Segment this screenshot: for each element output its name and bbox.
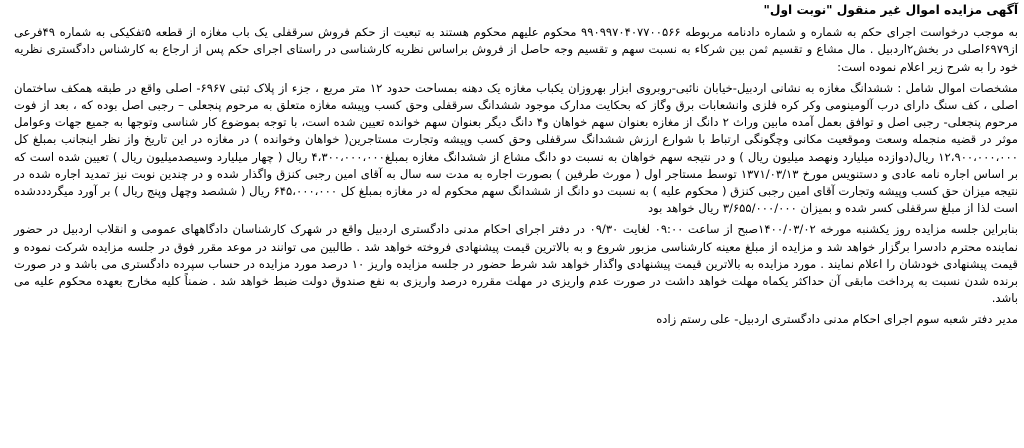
property-description: مشخصات اموال شامل : ششدانگ مغازه به نشانی اردبیل-خیابان نائبی-روبروی ابزار بهروزان یکباب مغازه یک دهنه بمساحت حدود ۱۲ متر مربع ، جزء از پلاک ثبتی ۶۹۶۷- اصلی واقع در طبقه همکف ساختمان اصلی ، کف سنگ دارای درب آلومینومی وکر کره فلزی وانشعابات برق وگاز که بحکایت مدارک موجود ششدانگ سرقفلی وحق کسب وپیشه مغازه متعلق به مرحوم پنجعلی – رجبی اصل بوده که ، بعد از فوت مرحوم پنجعلی- رجبی اصل و توافق بعمل آمده مابین وراث ۲ دانگ از مغازه بعنوان سهم خواهان و۴ دانگ دیگر بعنوان سهم خوانده تعیین شده است، با توجه بموضوع کار شناسی وتوجها به جمیع جهات وعوامل موثر در قضیه منجمله وسعت وموقعیت مکانی وچگونگی ارتباط با شوارع ارزش ششدانگ سرقفلی وحق کسب وپیشه وتجارت مستاجرین( خواهان وخوانده ) در مغازه در این تاریخ واز نظر اینجانب بمبلغ کل ۱۲،۹۰۰،۰۰۰،۰۰۰ ریال(دوازده میلیارد ونهصد میلیون ریال ) و در نتیجه سهم خواهان به نسبت دو دانگ مشاع از ششدانگ مغازه بمبلغ۴،۳۰۰،۰۰۰،۰۰۰ ریال ( چهار میلیارد وسیصدمیلیون ریال ) تعیین شده است که بر اساس اجاره نامه عادی و دستنویس مورخ ۱۳۷۱/۰۳/۱۳ توسط مستاجر اول ( مورث طرفین ) بصورت اجاره به مدت سه سال به آقای امین رجبی کنزق واگذار شده و در چندین نوبت نیز تمدید اجاره شده در نتیجه میزان حق کسب وپیشه وتجارت آقای امین رجبی کنزق ( محکوم علیه ) به نسبت دو دانگ از ششدانگ سهم محکوم له در مغازه بمبلغ کل ۶۴۵،۰۰۰،۰۰۰ ریال ( ششصد وچهل وپنج ریال ) بر آورد میگردددشده است لذا از مبلغ سرقفلی کسر شده و بمیزان ۳/۶۵۵/۰۰۰/۰۰۰ ریال خواهد بود [14,80,1019,216]
notice-intro: به موجب درخواست اجرای حکم به شماره و شماره دادنامه مربوطه ۹۹۰۹۹۷۰۴۰۷۷۰۰۵۶۶ محکوم علیهم محکوم هستند به تبعیت از حکم فروش سرقفلی یک باب مغازه از قطعه ۵تفکیکی به شماره ۴۹فرعی از۶۹۷۹اصلی در بخش۲اردبیل . مال مشاع و تقسیم ثمن بین شرکاء به نسبت سهم و تقسیم وجه حاصل از فروش براساس نظریه کارشناسی در راستای اجرای حکم پس از ارجاع به کارشناس دادگستری نظریه خود را به شرح زیر اعلام نموده است: [14,25,1019,74]
auction-notice [14,2,1018,329]
auction-details: بنابراین جلسه مزایده روز یکشنبه مورخه ۱۴۰۰/۰۳/۰۲صبح از ساعت ۰۹:۰۰ لغایت ۰۹/۳۰ در دفتر اجرای احکام مدنی دادگستری اردبیل واقع در شهرک کارشناسان دادگاههای عمومی و انقلاب اردبیل در حضور نماینده محترم دادسرا برگزار خواهد شد و مزایده از مبلغ معینه کارشناسی مزبور شروع و به بالاترین قیمت پیشنهادی فروخته خواهد شد . طالبین می توانند در موعد مقرر فوق در جلسه مزایده شرکت نموده و قیمت پیشنهادی خودشان را اعلام نمایند . مورد مزایده به بالاترین قیمت پیشنهادی واگذار خواهد شد شرط حضور در جلسه مزایده واریز ۱۰ درصد مورد مزایده در حساب سپرده دادگستری می باشد و در صورت برنده شدن نسبت به پرداخت مابقی آن حداکثر یکماه مهلت خواهد داشت در صورت عدم واریزی در مهلت مقرره درصد واریزی به نفع صندوق دولت ضبط خواهد شد . ضمناً کلیه مخارج بعهده محکوم علیه می باشد. [14,222,1018,306]
notice-signature: مدیر دفتر شعبه سوم اجرای احکام مدنی دادگستری اردبیل- علی رستم زاده [656,312,1018,327]
notice-title: آگهی مزایده اموال غیر منقول "نوبت اول" [763,3,1018,17]
